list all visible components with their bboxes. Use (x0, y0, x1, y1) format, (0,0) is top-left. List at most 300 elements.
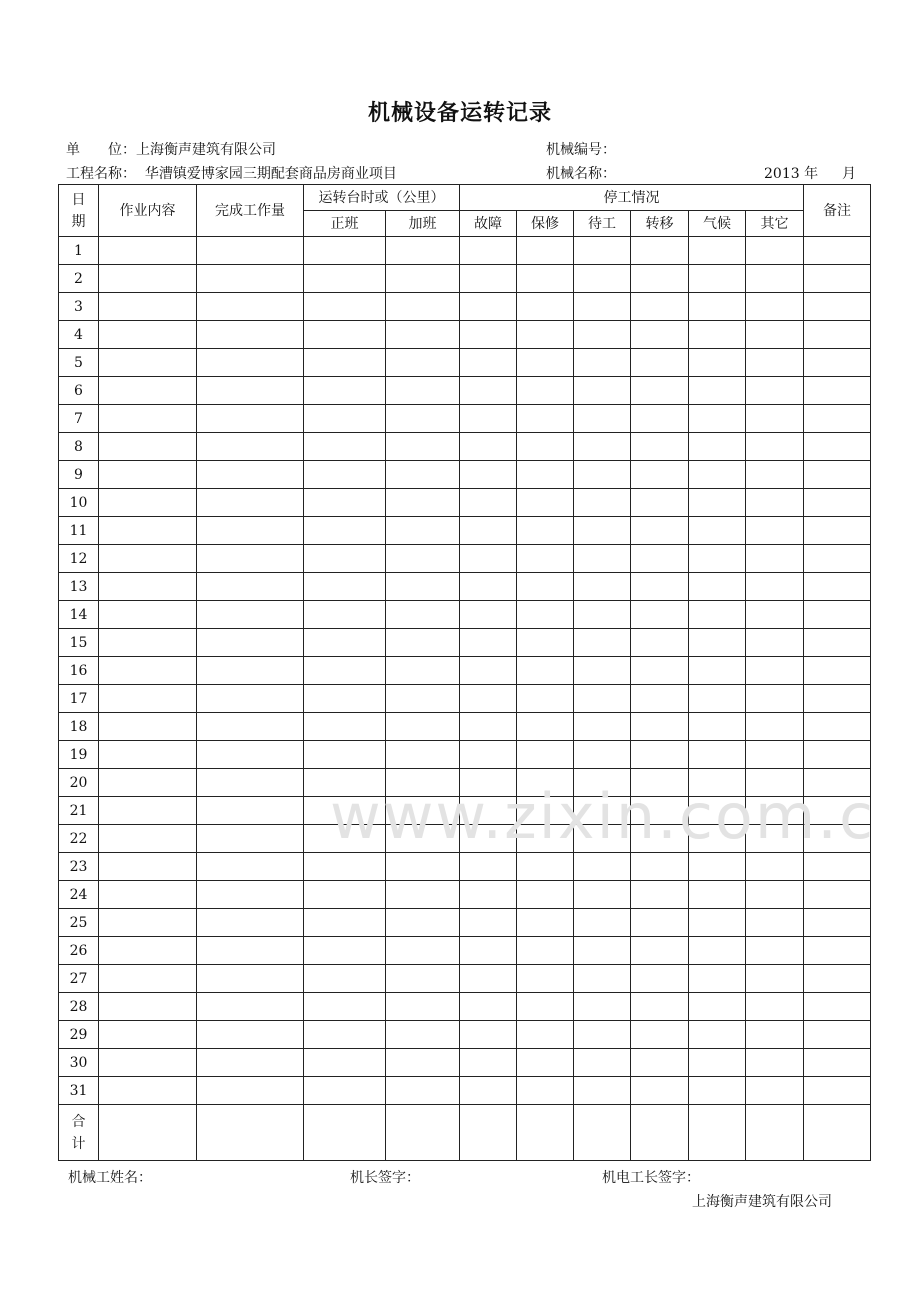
entry-cell[interactable] (517, 909, 574, 937)
entry-cell[interactable] (574, 377, 631, 405)
entry-cell[interactable] (689, 825, 746, 853)
entry-cell[interactable] (746, 545, 804, 573)
entry-cell[interactable] (304, 1049, 386, 1077)
entry-cell[interactable] (460, 377, 517, 405)
entry-cell[interactable] (99, 265, 197, 293)
entry-cell[interactable] (197, 993, 304, 1021)
entry-cell[interactable] (804, 965, 871, 993)
entry-cell[interactable] (804, 713, 871, 741)
entry-cell[interactable] (517, 349, 574, 377)
entry-cell[interactable] (386, 965, 460, 993)
entry-cell[interactable] (304, 853, 386, 881)
entry-cell[interactable] (574, 993, 631, 1021)
entry-cell[interactable] (517, 433, 574, 461)
entry-cell[interactable] (99, 545, 197, 573)
entry-cell[interactable] (460, 321, 517, 349)
entry-cell[interactable] (304, 573, 386, 601)
entry-cell[interactable] (746, 265, 804, 293)
entry-cell[interactable] (517, 321, 574, 349)
entry-cell[interactable] (99, 909, 197, 937)
entry-cell[interactable] (746, 237, 804, 265)
entry-cell[interactable] (689, 405, 746, 433)
entry-cell[interactable] (517, 825, 574, 853)
entry-cell[interactable] (804, 1077, 871, 1105)
entry-cell[interactable] (689, 993, 746, 1021)
entry-cell[interactable] (631, 825, 689, 853)
entry-cell[interactable] (197, 657, 304, 685)
entry-cell[interactable] (689, 965, 746, 993)
entry-cell[interactable] (460, 741, 517, 769)
entry-cell[interactable] (386, 517, 460, 545)
entry-cell[interactable] (517, 713, 574, 741)
entry-cell[interactable] (460, 265, 517, 293)
entry-cell[interactable] (386, 433, 460, 461)
entry-cell[interactable] (574, 1077, 631, 1105)
entry-cell[interactable] (574, 461, 631, 489)
entry-cell[interactable] (99, 1021, 197, 1049)
entry-cell[interactable] (574, 1021, 631, 1049)
entry-cell[interactable] (746, 993, 804, 1021)
entry-cell[interactable] (460, 769, 517, 797)
entry-cell[interactable] (689, 713, 746, 741)
entry-cell[interactable] (197, 601, 304, 629)
entry-cell[interactable] (517, 377, 574, 405)
entry-cell[interactable] (746, 1021, 804, 1049)
entry-cell[interactable] (460, 1021, 517, 1049)
entry-cell[interactable] (689, 629, 746, 657)
entry-cell[interactable] (574, 265, 631, 293)
entry-cell[interactable] (746, 769, 804, 797)
entry-cell[interactable] (689, 545, 746, 573)
entry-cell[interactable] (517, 685, 574, 713)
entry-cell[interactable] (574, 489, 631, 517)
entry-cell[interactable] (460, 881, 517, 909)
total-cell[interactable] (631, 1105, 689, 1161)
entry-cell[interactable] (631, 489, 689, 517)
entry-cell[interactable] (746, 517, 804, 545)
entry-cell[interactable] (197, 713, 304, 741)
entry-cell[interactable] (804, 433, 871, 461)
entry-cell[interactable] (517, 573, 574, 601)
total-cell[interactable] (304, 1105, 386, 1161)
entry-cell[interactable] (631, 797, 689, 825)
entry-cell[interactable] (386, 601, 460, 629)
entry-cell[interactable] (689, 741, 746, 769)
entry-cell[interactable] (746, 433, 804, 461)
entry-cell[interactable] (99, 853, 197, 881)
entry-cell[interactable] (574, 433, 631, 461)
entry-cell[interactable] (804, 349, 871, 377)
entry-cell[interactable] (304, 321, 386, 349)
entry-cell[interactable] (517, 853, 574, 881)
entry-cell[interactable] (197, 265, 304, 293)
entry-cell[interactable] (99, 713, 197, 741)
entry-cell[interactable] (804, 377, 871, 405)
entry-cell[interactable] (99, 237, 197, 265)
entry-cell[interactable] (99, 1049, 197, 1077)
entry-cell[interactable] (460, 853, 517, 881)
entry-cell[interactable] (304, 629, 386, 657)
entry-cell[interactable] (746, 937, 804, 965)
entry-cell[interactable] (574, 1049, 631, 1077)
entry-cell[interactable] (197, 965, 304, 993)
entry-cell[interactable] (197, 321, 304, 349)
entry-cell[interactable] (804, 517, 871, 545)
entry-cell[interactable] (197, 769, 304, 797)
entry-cell[interactable] (804, 545, 871, 573)
entry-cell[interactable] (746, 881, 804, 909)
entry-cell[interactable] (804, 265, 871, 293)
entry-cell[interactable] (460, 797, 517, 825)
entry-cell[interactable] (517, 237, 574, 265)
entry-cell[interactable] (99, 349, 197, 377)
entry-cell[interactable] (689, 601, 746, 629)
entry-cell[interactable] (574, 237, 631, 265)
entry-cell[interactable] (99, 629, 197, 657)
entry-cell[interactable] (574, 545, 631, 573)
entry-cell[interactable] (304, 601, 386, 629)
entry-cell[interactable] (689, 321, 746, 349)
total-cell[interactable] (386, 1105, 460, 1161)
entry-cell[interactable] (99, 405, 197, 433)
entry-cell[interactable] (689, 657, 746, 685)
entry-cell[interactable] (631, 573, 689, 601)
entry-cell[interactable] (746, 321, 804, 349)
entry-cell[interactable] (746, 685, 804, 713)
entry-cell[interactable] (99, 657, 197, 685)
entry-cell[interactable] (689, 797, 746, 825)
entry-cell[interactable] (197, 881, 304, 909)
entry-cell[interactable] (574, 657, 631, 685)
entry-cell[interactable] (689, 881, 746, 909)
entry-cell[interactable] (574, 797, 631, 825)
entry-cell[interactable] (689, 937, 746, 965)
entry-cell[interactable] (746, 629, 804, 657)
entry-cell[interactable] (304, 1077, 386, 1105)
entry-cell[interactable] (386, 489, 460, 517)
entry-cell[interactable] (574, 349, 631, 377)
entry-cell[interactable] (631, 909, 689, 937)
entry-cell[interactable] (804, 937, 871, 965)
entry-cell[interactable] (689, 769, 746, 797)
entry-cell[interactable] (574, 741, 631, 769)
entry-cell[interactable] (631, 1077, 689, 1105)
entry-cell[interactable] (574, 825, 631, 853)
entry-cell[interactable] (574, 853, 631, 881)
entry-cell[interactable] (460, 685, 517, 713)
entry-cell[interactable] (746, 797, 804, 825)
entry-cell[interactable] (304, 517, 386, 545)
entry-cell[interactable] (631, 769, 689, 797)
entry-cell[interactable] (804, 1021, 871, 1049)
entry-cell[interactable] (386, 573, 460, 601)
entry-cell[interactable] (386, 461, 460, 489)
entry-cell[interactable] (804, 769, 871, 797)
entry-cell[interactable] (631, 601, 689, 629)
entry-cell[interactable] (689, 237, 746, 265)
entry-cell[interactable] (197, 517, 304, 545)
entry-cell[interactable] (99, 517, 197, 545)
entry-cell[interactable] (99, 937, 197, 965)
entry-cell[interactable] (689, 517, 746, 545)
entry-cell[interactable] (386, 265, 460, 293)
entry-cell[interactable] (386, 769, 460, 797)
entry-cell[interactable] (386, 377, 460, 405)
entry-cell[interactable] (631, 629, 689, 657)
entry-cell[interactable] (574, 293, 631, 321)
entry-cell[interactable] (304, 545, 386, 573)
entry-cell[interactable] (460, 713, 517, 741)
entry-cell[interactable] (386, 741, 460, 769)
entry-cell[interactable] (689, 909, 746, 937)
entry-cell[interactable] (631, 657, 689, 685)
entry-cell[interactable] (804, 657, 871, 685)
entry-cell[interactable] (99, 881, 197, 909)
entry-cell[interactable] (517, 769, 574, 797)
entry-cell[interactable] (197, 797, 304, 825)
entry-cell[interactable] (304, 405, 386, 433)
entry-cell[interactable] (386, 629, 460, 657)
entry-cell[interactable] (804, 797, 871, 825)
entry-cell[interactable] (304, 797, 386, 825)
entry-cell[interactable] (386, 909, 460, 937)
entry-cell[interactable] (386, 1077, 460, 1105)
entry-cell[interactable] (99, 685, 197, 713)
entry-cell[interactable] (517, 405, 574, 433)
entry-cell[interactable] (304, 489, 386, 517)
entry-cell[interactable] (631, 321, 689, 349)
entry-cell[interactable] (746, 489, 804, 517)
entry-cell[interactable] (99, 489, 197, 517)
entry-cell[interactable] (460, 489, 517, 517)
entry-cell[interactable] (746, 1077, 804, 1105)
entry-cell[interactable] (304, 265, 386, 293)
entry-cell[interactable] (689, 489, 746, 517)
entry-cell[interactable] (746, 965, 804, 993)
entry-cell[interactable] (304, 993, 386, 1021)
entry-cell[interactable] (804, 993, 871, 1021)
entry-cell[interactable] (386, 993, 460, 1021)
entry-cell[interactable] (631, 237, 689, 265)
total-cell[interactable] (460, 1105, 517, 1161)
entry-cell[interactable] (304, 377, 386, 405)
entry-cell[interactable] (574, 601, 631, 629)
entry-cell[interactable] (517, 461, 574, 489)
entry-cell[interactable] (197, 573, 304, 601)
entry-cell[interactable] (517, 517, 574, 545)
entry-cell[interactable] (304, 881, 386, 909)
total-cell[interactable] (197, 1105, 304, 1161)
entry-cell[interactable] (804, 909, 871, 937)
entry-cell[interactable] (631, 853, 689, 881)
entry-cell[interactable] (99, 601, 197, 629)
entry-cell[interactable] (517, 293, 574, 321)
entry-cell[interactable] (99, 741, 197, 769)
entry-cell[interactable] (689, 685, 746, 713)
entry-cell[interactable] (631, 993, 689, 1021)
total-cell[interactable] (517, 1105, 574, 1161)
entry-cell[interactable] (460, 349, 517, 377)
entry-cell[interactable] (689, 573, 746, 601)
entry-cell[interactable] (746, 601, 804, 629)
entry-cell[interactable] (689, 461, 746, 489)
entry-cell[interactable] (304, 433, 386, 461)
entry-cell[interactable] (746, 1049, 804, 1077)
entry-cell[interactable] (746, 713, 804, 741)
entry-cell[interactable] (689, 349, 746, 377)
entry-cell[interactable] (197, 1077, 304, 1105)
total-cell[interactable] (804, 1105, 871, 1161)
entry-cell[interactable] (804, 853, 871, 881)
entry-cell[interactable] (386, 881, 460, 909)
entry-cell[interactable] (197, 405, 304, 433)
entry-cell[interactable] (631, 545, 689, 573)
entry-cell[interactable] (689, 293, 746, 321)
entry-cell[interactable] (197, 1049, 304, 1077)
entry-cell[interactable] (99, 769, 197, 797)
entry-cell[interactable] (517, 937, 574, 965)
entry-cell[interactable] (804, 1049, 871, 1077)
total-cell[interactable] (574, 1105, 631, 1161)
entry-cell[interactable] (460, 237, 517, 265)
entry-cell[interactable] (99, 1077, 197, 1105)
entry-cell[interactable] (304, 1021, 386, 1049)
entry-cell[interactable] (386, 545, 460, 573)
entry-cell[interactable] (746, 377, 804, 405)
entry-cell[interactable] (517, 965, 574, 993)
entry-cell[interactable] (804, 685, 871, 713)
entry-cell[interactable] (804, 601, 871, 629)
entry-cell[interactable] (631, 461, 689, 489)
entry-cell[interactable] (99, 965, 197, 993)
entry-cell[interactable] (197, 853, 304, 881)
entry-cell[interactable] (574, 881, 631, 909)
entry-cell[interactable] (99, 573, 197, 601)
entry-cell[interactable] (746, 461, 804, 489)
entry-cell[interactable] (804, 461, 871, 489)
entry-cell[interactable] (197, 489, 304, 517)
entry-cell[interactable] (386, 1049, 460, 1077)
entry-cell[interactable] (99, 825, 197, 853)
entry-cell[interactable] (746, 405, 804, 433)
entry-cell[interactable] (517, 741, 574, 769)
entry-cell[interactable] (631, 1049, 689, 1077)
total-cell[interactable] (99, 1105, 197, 1161)
entry-cell[interactable] (746, 293, 804, 321)
entry-cell[interactable] (574, 629, 631, 657)
entry-cell[interactable] (746, 741, 804, 769)
entry-cell[interactable] (631, 433, 689, 461)
entry-cell[interactable] (197, 937, 304, 965)
entry-cell[interactable] (386, 937, 460, 965)
entry-cell[interactable] (197, 629, 304, 657)
entry-cell[interactable] (197, 741, 304, 769)
entry-cell[interactable] (804, 405, 871, 433)
entry-cell[interactable] (197, 433, 304, 461)
entry-cell[interactable] (631, 293, 689, 321)
entry-cell[interactable] (631, 405, 689, 433)
entry-cell[interactable] (304, 713, 386, 741)
entry-cell[interactable] (517, 545, 574, 573)
entry-cell[interactable] (99, 293, 197, 321)
entry-cell[interactable] (517, 657, 574, 685)
entry-cell[interactable] (460, 573, 517, 601)
entry-cell[interactable] (631, 965, 689, 993)
entry-cell[interactable] (517, 881, 574, 909)
entry-cell[interactable] (517, 1021, 574, 1049)
entry-cell[interactable] (689, 1049, 746, 1077)
entry-cell[interactable] (746, 349, 804, 377)
entry-cell[interactable] (517, 1077, 574, 1105)
entry-cell[interactable] (386, 685, 460, 713)
entry-cell[interactable] (460, 909, 517, 937)
entry-cell[interactable] (197, 545, 304, 573)
entry-cell[interactable] (304, 293, 386, 321)
entry-cell[interactable] (517, 601, 574, 629)
entry-cell[interactable] (631, 265, 689, 293)
entry-cell[interactable] (631, 1021, 689, 1049)
entry-cell[interactable] (631, 349, 689, 377)
entry-cell[interactable] (689, 433, 746, 461)
entry-cell[interactable] (197, 1021, 304, 1049)
entry-cell[interactable] (631, 881, 689, 909)
entry-cell[interactable] (99, 377, 197, 405)
entry-cell[interactable] (804, 741, 871, 769)
entry-cell[interactable] (99, 993, 197, 1021)
entry-cell[interactable] (746, 573, 804, 601)
entry-cell[interactable] (460, 461, 517, 489)
entry-cell[interactable] (689, 853, 746, 881)
entry-cell[interactable] (386, 237, 460, 265)
entry-cell[interactable] (460, 993, 517, 1021)
entry-cell[interactable] (689, 377, 746, 405)
total-cell[interactable] (746, 1105, 804, 1161)
entry-cell[interactable] (386, 405, 460, 433)
entry-cell[interactable] (460, 825, 517, 853)
entry-cell[interactable] (460, 1049, 517, 1077)
entry-cell[interactable] (689, 265, 746, 293)
entry-cell[interactable] (804, 825, 871, 853)
entry-cell[interactable] (574, 517, 631, 545)
entry-cell[interactable] (304, 825, 386, 853)
entry-cell[interactable] (386, 657, 460, 685)
entry-cell[interactable] (804, 881, 871, 909)
entry-cell[interactable] (460, 937, 517, 965)
entry-cell[interactable] (631, 517, 689, 545)
total-cell[interactable] (689, 1105, 746, 1161)
entry-cell[interactable] (197, 909, 304, 937)
entry-cell[interactable] (460, 433, 517, 461)
entry-cell[interactable] (99, 461, 197, 489)
entry-cell[interactable] (804, 321, 871, 349)
entry-cell[interactable] (99, 797, 197, 825)
entry-cell[interactable] (574, 769, 631, 797)
entry-cell[interactable] (517, 797, 574, 825)
entry-cell[interactable] (631, 685, 689, 713)
entry-cell[interactable] (574, 573, 631, 601)
entry-cell[interactable] (460, 405, 517, 433)
entry-cell[interactable] (99, 321, 197, 349)
entry-cell[interactable] (574, 937, 631, 965)
entry-cell[interactable] (304, 937, 386, 965)
entry-cell[interactable] (460, 601, 517, 629)
entry-cell[interactable] (574, 713, 631, 741)
entry-cell[interactable] (746, 825, 804, 853)
entry-cell[interactable] (689, 1077, 746, 1105)
entry-cell[interactable] (304, 741, 386, 769)
entry-cell[interactable] (631, 713, 689, 741)
entry-cell[interactable] (746, 909, 804, 937)
